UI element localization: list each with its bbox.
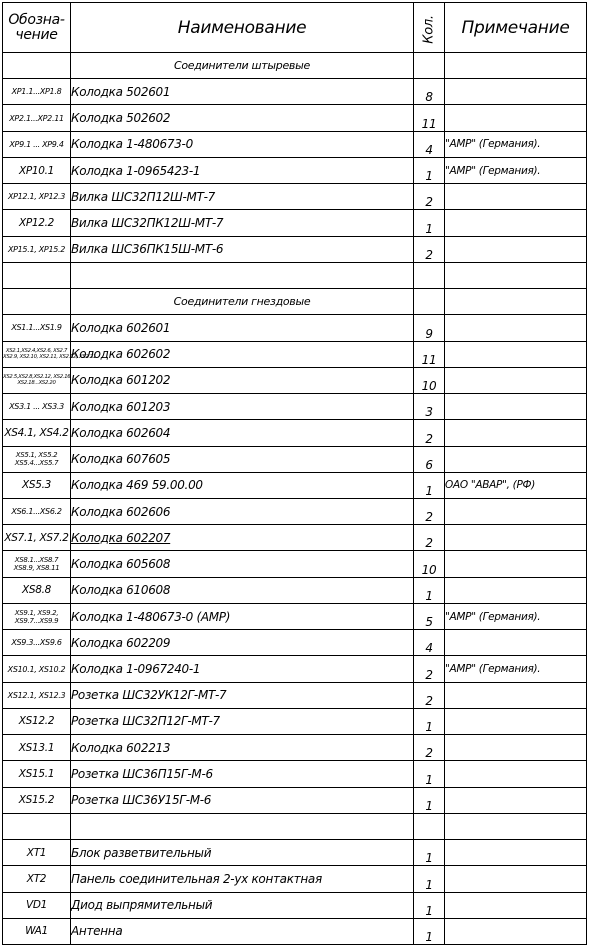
quantity-cell <box>414 53 445 79</box>
note-cell <box>445 420 587 446</box>
quantity-cell: 10 <box>414 367 445 393</box>
section-row <box>3 289 587 315</box>
quantity-cell: 2 <box>414 498 445 524</box>
table-row <box>3 394 587 420</box>
table-row <box>3 577 587 603</box>
note-cell <box>445 367 587 393</box>
name-cell: Вилка ШС36ПК15Ш-МТ-6 <box>71 236 414 262</box>
note-cell <box>445 866 587 892</box>
designation-cell: XS9.1, XS9.2, XS9.7...XS9.9 <box>3 603 71 629</box>
section-row <box>3 53 587 79</box>
note-cell <box>445 577 587 603</box>
designation-cell <box>3 289 71 315</box>
name-cell: Колодка 1-0965423-1 <box>71 157 414 183</box>
designation-cell: XT1 <box>3 840 71 866</box>
name-cell: Колодка 602606 <box>71 498 414 524</box>
name-cell: Колодка 602601 <box>71 315 414 341</box>
note-cell <box>445 53 587 79</box>
header-row <box>3 3 587 53</box>
name-cell: Блок разветвительный <box>71 840 414 866</box>
quantity-cell: 1 <box>414 892 445 918</box>
note-cell <box>445 446 587 472</box>
designation-cell: VD1 <box>3 892 71 918</box>
note-cell <box>445 708 587 734</box>
designation-cell: XS7.1, XS7.2 <box>3 525 71 551</box>
name-cell: Колодка 1-480673-0 <box>71 131 414 157</box>
note-cell <box>445 262 587 288</box>
name-cell: Колодка 602209 <box>71 630 414 656</box>
quantity-cell: 1 <box>414 210 445 236</box>
quantity-cell: 1 <box>414 761 445 787</box>
designation-cell: XS5.1, XS5.2 XS5.4...XS5.7 <box>3 446 71 472</box>
name-cell: Панель соединительная 2-ух контактная <box>71 866 414 892</box>
designation-cell: XS13.1 <box>3 735 71 761</box>
name-cell: Колодка 607605 <box>71 446 414 472</box>
note-cell <box>445 735 587 761</box>
designation-cell: XS1.1...XS1.9 <box>3 315 71 341</box>
table-row <box>3 918 587 944</box>
name-cell: Колодка 1-0967240-1 <box>71 656 414 682</box>
note-cell <box>445 184 587 210</box>
quantity-cell: 9 <box>414 315 445 341</box>
name-cell: Колодка 602604 <box>71 420 414 446</box>
note-cell <box>445 289 587 315</box>
note-cell <box>445 341 587 367</box>
table-row <box>3 892 587 918</box>
quantity-cell: 1 <box>414 787 445 813</box>
table-row <box>3 866 587 892</box>
designation-cell: XS6.1...XS6.2 <box>3 498 71 524</box>
table-row <box>3 787 587 813</box>
note-cell <box>445 236 587 262</box>
table-row <box>3 525 587 551</box>
designation-cell: XS9.3...XS9.6 <box>3 630 71 656</box>
name-cell: Колодка 601202 <box>71 367 414 393</box>
table-row <box>3 341 587 367</box>
name-cell: Колодка 602602 <box>71 341 414 367</box>
designation-cell: XP9.1 ... XP9.4 <box>3 131 71 157</box>
table-row <box>3 210 587 236</box>
note-cell: "AMP" (Германия). <box>445 603 587 629</box>
designation-cell: XS2.5,XS2.8,XS2.12, XS2.16 XS2.18...XS2.20 <box>3 367 71 393</box>
designation-cell: XP12.1, XP12.3 <box>3 184 71 210</box>
table-row <box>3 367 587 393</box>
note-cell <box>445 551 587 577</box>
designation-cell: XP15.1, XP15.2 <box>3 236 71 262</box>
designation-cell: XS12.1, XS12.3 <box>3 682 71 708</box>
designation-cell <box>3 262 71 288</box>
name-cell: Розетка ШС36У15Г-М-6 <box>71 787 414 813</box>
quantity-cell: 1 <box>414 472 445 498</box>
designation-cell: XS12.2 <box>3 708 71 734</box>
quantity-cell: 2 <box>414 420 445 446</box>
designation-cell: XS15.1 <box>3 761 71 787</box>
note-cell <box>445 315 587 341</box>
name-cell: Розетка ШС36П15Г-М-6 <box>71 761 414 787</box>
empty-row <box>3 262 587 288</box>
quantity-cell: 2 <box>414 525 445 551</box>
note-cell <box>445 210 587 236</box>
quantity-cell: 6 <box>414 446 445 472</box>
specification-table <box>2 2 587 945</box>
table-row <box>3 603 587 629</box>
designation-cell: XS8.8 <box>3 577 71 603</box>
note-cell: "AMP" (Германия). <box>445 656 587 682</box>
table-row <box>3 420 587 446</box>
note-cell <box>445 630 587 656</box>
quantity-cell: 11 <box>414 341 445 367</box>
designation-cell: XS3.1 ... XS3.3 <box>3 394 71 420</box>
column-header-code <box>3 3 71 53</box>
designation-cell: XS10.1, XS10.2 <box>3 656 71 682</box>
quantity-cell: 1 <box>414 708 445 734</box>
table-row <box>3 682 587 708</box>
note-cell <box>445 525 587 551</box>
table-body <box>3 53 587 945</box>
name-cell: Колодка 605608 <box>71 551 414 577</box>
column-header-note: Примечание <box>445 3 587 53</box>
quantity-cell <box>414 813 445 839</box>
note-cell <box>445 105 587 131</box>
table-row <box>3 157 587 183</box>
name-cell: Вилка ШС32П12Ш-МТ-7 <box>71 184 414 210</box>
name-cell: Колодка 1-480673-0 (AMP) <box>71 603 414 629</box>
table-row <box>3 708 587 734</box>
name-cell <box>71 262 414 288</box>
name-cell: Колодка 601203 <box>71 394 414 420</box>
note-cell <box>445 394 587 420</box>
empty-row <box>3 813 587 839</box>
quantity-cell: 4 <box>414 131 445 157</box>
note-cell <box>445 918 587 944</box>
note-cell <box>445 787 587 813</box>
table-row <box>3 735 587 761</box>
quantity-cell: 1 <box>414 577 445 603</box>
table-row <box>3 630 587 656</box>
table-row <box>3 551 587 577</box>
note-cell <box>445 79 587 105</box>
quantity-cell: 1 <box>414 866 445 892</box>
note-cell <box>445 813 587 839</box>
designation-cell: XP2.1...XP2.11 <box>3 105 71 131</box>
note-cell: "AMP" (Германия). <box>445 131 587 157</box>
name-cell: Колодка 602207 <box>71 525 414 551</box>
quantity-cell: 3 <box>414 394 445 420</box>
quantity-cell: 8 <box>414 79 445 105</box>
quantity-cell: 1 <box>414 840 445 866</box>
quantity-cell: 5 <box>414 603 445 629</box>
quantity-cell: 2 <box>414 735 445 761</box>
quantity-cell: 2 <box>414 236 445 262</box>
note-cell: ОАО "АВАР", (РФ) <box>445 472 587 498</box>
column-header-code-label: Обозна- чение <box>8 11 65 43</box>
name-cell: Вилка ШС32ПК12Ш-МТ-7 <box>71 210 414 236</box>
quantity-cell: 2 <box>414 184 445 210</box>
designation-cell: XS2.1,XS2.4,XS2.6, XS2.7 XS2.9, XS2.10, XS2.11, XS2.12, XS2.21 <box>3 341 71 367</box>
name-cell: Колодка 469 59.00.00 <box>71 472 414 498</box>
table-row <box>3 656 587 682</box>
quantity-cell: 10 <box>414 551 445 577</box>
designation-cell <box>3 813 71 839</box>
table-row <box>3 315 587 341</box>
table-row <box>3 472 587 498</box>
name-cell: Диод выпрямительный <box>71 892 414 918</box>
table-row <box>3 761 587 787</box>
note-cell: "AMP" (Германия). <box>445 157 587 183</box>
note-cell <box>445 761 587 787</box>
name-cell <box>71 813 414 839</box>
column-header-name: Наименование <box>71 3 414 53</box>
quantity-cell: 1 <box>414 918 445 944</box>
name-cell: Антенна <box>71 918 414 944</box>
designation-cell: XP10.1 <box>3 157 71 183</box>
table-row <box>3 105 587 131</box>
quantity-cell: 2 <box>414 682 445 708</box>
quantity-cell: 2 <box>414 656 445 682</box>
note-cell <box>445 498 587 524</box>
name-cell: Соединители штыревые <box>71 53 414 79</box>
table-row <box>3 840 587 866</box>
designation-cell: XS15.2 <box>3 787 71 813</box>
designation-cell <box>3 53 71 79</box>
name-cell: Колодка 602213 <box>71 735 414 761</box>
column-header-qty: Кол. <box>414 3 445 53</box>
quantity-cell <box>414 289 445 315</box>
name-cell: Розетка ШС32УК12Г-МТ-7 <box>71 682 414 708</box>
designation-cell: XS4.1, XS4.2 <box>3 420 71 446</box>
designation-cell: XP1.1...XP1.8 <box>3 79 71 105</box>
name-cell: Соединители гнездовые <box>71 289 414 315</box>
table-row <box>3 79 587 105</box>
designation-cell: XP12.2 <box>3 210 71 236</box>
table-row <box>3 184 587 210</box>
designation-cell: WA1 <box>3 918 71 944</box>
table-row <box>3 498 587 524</box>
name-cell: Колодка 610608 <box>71 577 414 603</box>
note-cell <box>445 892 587 918</box>
quantity-cell <box>414 262 445 288</box>
table-row <box>3 236 587 262</box>
designation-cell: XS8.1...XS8.7 XS8.9, XS8.11 <box>3 551 71 577</box>
table-row <box>3 446 587 472</box>
note-cell <box>445 682 587 708</box>
name-cell: Розетка ШС32П12Г-МТ-7 <box>71 708 414 734</box>
designation-cell: XT2 <box>3 866 71 892</box>
quantity-cell: 4 <box>414 630 445 656</box>
note-cell <box>445 840 587 866</box>
name-cell: Колодка 502602 <box>71 105 414 131</box>
designation-cell: XS5.3 <box>3 472 71 498</box>
quantity-cell: 1 <box>414 157 445 183</box>
table-row <box>3 131 587 157</box>
name-cell: Колодка 502601 <box>71 79 414 105</box>
quantity-cell: 11 <box>414 105 445 131</box>
